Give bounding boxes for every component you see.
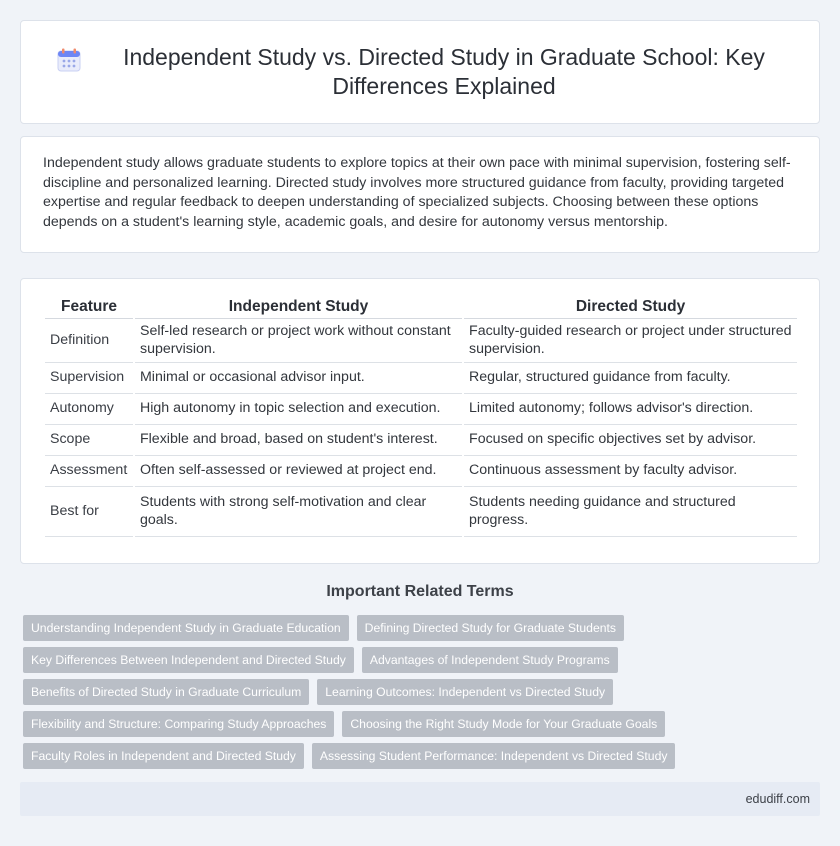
- row-feature: Assessment: [45, 456, 133, 487]
- row-directed: Continuous assessment by faculty advisor.: [464, 456, 797, 487]
- related-term-link[interactable]: Flexibility and Structure: Comparing Study Approaches: [23, 711, 334, 737]
- related-terms-list: [23, 615, 823, 775]
- row-feature: Autonomy: [45, 394, 133, 425]
- comparison-table: [43, 293, 799, 537]
- row-directed: Regular, structured guidance from faculty.: [464, 363, 797, 394]
- row-independent: Self-led research or project work without constant supervision.: [135, 319, 462, 363]
- row-directed: Focused on specific objectives set by advisor.: [464, 425, 797, 456]
- related-term-link[interactable]: Faculty Roles in Independent and Directed Study: [23, 743, 304, 769]
- comparison-table-card: [20, 278, 820, 564]
- table-header-row: [45, 293, 797, 319]
- table-row: [45, 456, 797, 487]
- row-feature: Definition: [45, 319, 133, 363]
- related-term-link[interactable]: Advantages of Independent Study Programs: [362, 647, 618, 673]
- row-independent: Often self-assessed or reviewed at project end.: [135, 456, 462, 487]
- row-independent: Students with strong self-motivation and clear goals.: [135, 487, 462, 537]
- column-header-feature: Feature: [45, 293, 133, 319]
- related-term-link[interactable]: Benefits of Directed Study in Graduate Curriculum: [23, 679, 309, 705]
- page-title: Independent Study vs. Directed Study in Graduate School: Key Differences Explained: [123, 44, 765, 99]
- table-row: [45, 319, 797, 363]
- header-card: [20, 20, 820, 124]
- footer-site-name[interactable]: edudiff.com: [745, 792, 810, 806]
- column-header-directed: Directed Study: [464, 293, 797, 319]
- related-term-link[interactable]: Learning Outcomes: Independent vs Directed Study: [317, 679, 613, 705]
- table-row: [45, 363, 797, 394]
- related-term-link[interactable]: Key Differences Between Independent and Directed Study: [23, 647, 354, 673]
- row-independent: Flexible and broad, based on student's interest.: [135, 425, 462, 456]
- related-term-link[interactable]: Understanding Independent Study in Graduate Education: [23, 615, 349, 641]
- row-independent: High autonomy in topic selection and execution.: [135, 394, 462, 425]
- related-term-link[interactable]: Defining Directed Study for Graduate Students: [357, 615, 624, 641]
- row-directed: Faculty-guided research or project under structured supervision.: [464, 319, 797, 363]
- intro-card: [20, 136, 820, 253]
- table-row: [45, 487, 797, 537]
- intro-text: Independent study allows graduate students to explore topics at their own pace with minimal supervision, fostering self-discipline and personalized learning. Directed study involves more structured guidance from faculty, providing targeted expertise and regular feedback to deepen understanding of specialized subjects. Choosing between these options depends on a student's learning style, academic goals, and desire for autonomy versus mentorship.: [43, 155, 791, 230]
- row-independent: Minimal or occasional advisor input.: [135, 363, 462, 394]
- table-row: [45, 425, 797, 456]
- calendar-icon: [56, 47, 82, 73]
- related-terms-title: Important Related Terms: [326, 583, 514, 600]
- row-feature: Scope: [45, 425, 133, 456]
- related-term-link[interactable]: Choosing the Right Study Mode for Your Graduate Goals: [342, 711, 665, 737]
- footer: [20, 782, 820, 816]
- related-term-link[interactable]: Assessing Student Performance: Independent vs Directed Study: [312, 743, 676, 769]
- row-feature: Supervision: [45, 363, 133, 394]
- row-directed: Students needing guidance and structured progress.: [464, 487, 797, 537]
- column-header-independent: Independent Study: [135, 293, 462, 319]
- row-directed: Limited autonomy; follows advisor's direction.: [464, 394, 797, 425]
- table-row: [45, 394, 797, 425]
- row-feature: Best for: [45, 487, 133, 537]
